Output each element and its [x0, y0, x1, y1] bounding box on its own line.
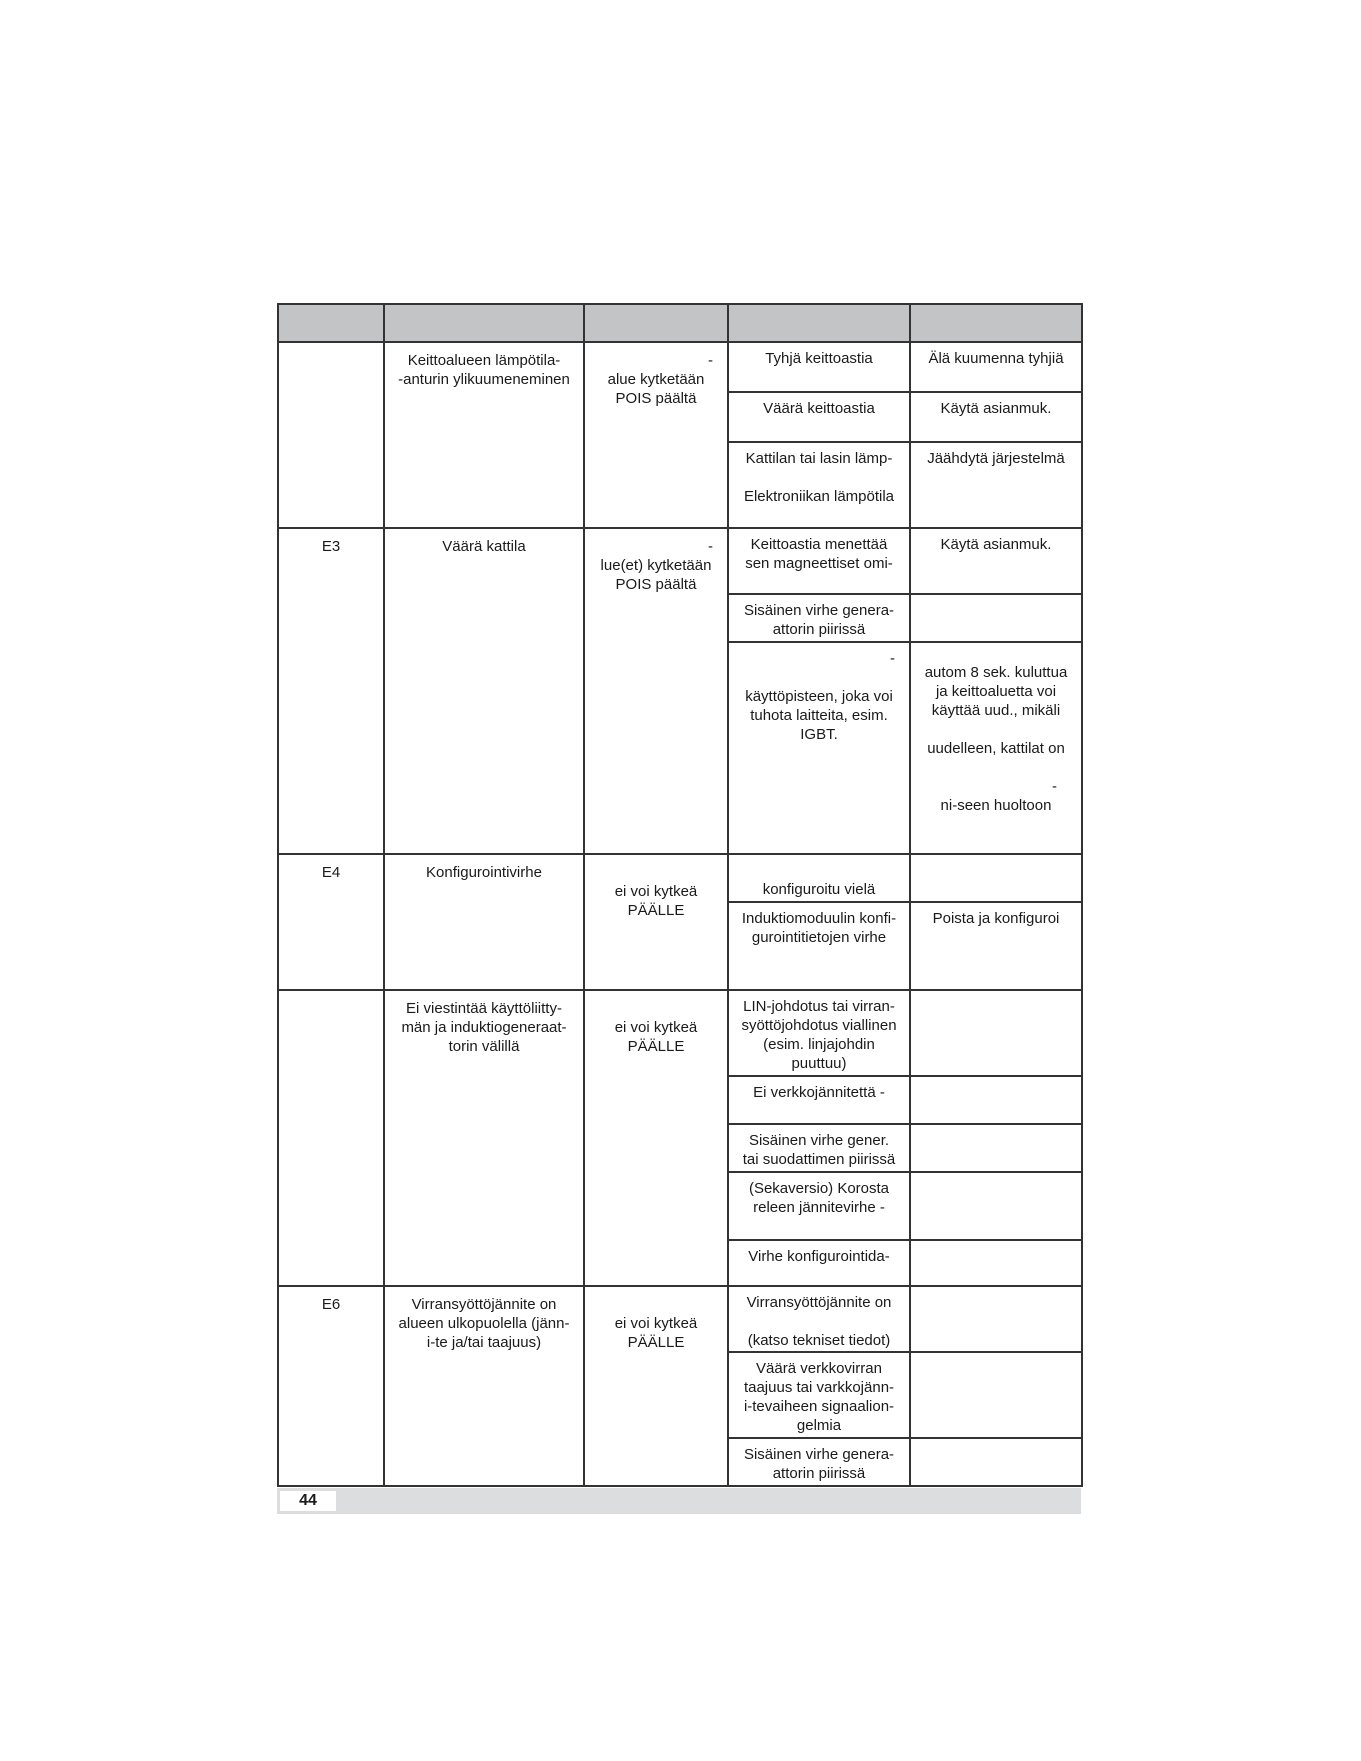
error-cause: konfiguroitu vielä	[762, 881, 876, 898]
error-remedy	[911, 1171, 1081, 1239]
error-cause: Väärä keittoastia	[729, 391, 909, 441]
page-number: 44	[280, 1491, 336, 1511]
error-effect: ei voi kytkeä PÄÄLLE	[614, 1315, 698, 1351]
error-cause: (Sekaversio) Korosta releen jännitevirhe -	[729, 1171, 909, 1239]
error-cause: Sisäinen virhe genera- attorin piirissä	[729, 1437, 909, 1485]
table-row	[278, 342, 1082, 528]
table-row	[278, 1286, 1082, 1486]
error-remedy	[911, 855, 1081, 901]
error-code	[279, 991, 383, 999]
error-remedy	[911, 1351, 1081, 1437]
error-description: Konfigurointivirhe	[426, 864, 542, 881]
error-cause: Tyhjä keittoastia	[765, 350, 873, 367]
error-remedy	[911, 1287, 1081, 1351]
error-code: E6	[321, 1296, 341, 1313]
error-cause: Virransyöttöjännite on (katso tekniset tiedot)	[746, 1294, 892, 1349]
error-description: Ei viestintää käyttöliitty- män ja induktiogeneraat- torin välillä	[401, 1000, 567, 1055]
error-cause: Kattilan tai lasin lämp- Elektroniikan lämpötila	[729, 441, 909, 527]
error-remedy: autom 8 sek. kuluttua ja keittoaluetta voi käyttää uud., mikäli uudelleen, kattilat on - ni-seen huoltoon	[911, 641, 1081, 853]
error-remedy	[911, 1239, 1081, 1285]
error-effect: - lue(et) kytketään POIS päältä	[600, 538, 713, 593]
error-cause: Induktiomoduulin konfi- gurointitietojen virhe	[729, 901, 909, 989]
error-remedy	[911, 1437, 1081, 1485]
error-cause: Keittoastia menettää sen magneettiset omi-	[745, 536, 893, 572]
header-effect	[584, 304, 728, 342]
error-remedy: Poista ja konfiguroi	[911, 901, 1081, 989]
error-cause: - käyttöpisteen, joka voi tuhota laitteita, esim. IGBT.	[729, 641, 909, 839]
table-row	[278, 528, 1082, 854]
error-description: Virransyöttöjännite on alueen ulkopuolella (jänn- i-te ja/tai taajuus)	[398, 1296, 570, 1351]
footer-bar	[277, 1488, 1081, 1514]
error-code	[279, 343, 383, 351]
error-description: Väärä kattila	[442, 538, 526, 555]
error-code: E3	[321, 538, 341, 555]
header-remedy	[910, 304, 1082, 342]
error-code: E4	[321, 864, 341, 881]
error-cause: Sisäinen virhe gener. tai suodattimen piirissä	[729, 1123, 909, 1171]
error-cause: Väärä verkkovirran taajuus tai varkkojänn- i-tevaiheen signaalion- gelmia	[729, 1351, 909, 1437]
error-remedy: Jäähdytä järjestelmä	[911, 441, 1081, 527]
error-code-table	[277, 303, 1083, 1487]
error-cause: Sisäinen virhe genera- attorin piirissä	[729, 593, 909, 641]
error-remedy	[911, 593, 1081, 641]
error-cause: LIN-johdotus tai virran- syöttöjohdotus viallinen (esim. linjajohdin puuttuu)	[741, 998, 897, 1072]
header-code	[278, 304, 384, 342]
table-row	[278, 854, 1082, 990]
error-remedy	[911, 1075, 1081, 1123]
error-description: Keittoalueen lämpötila- -anturin ylikuumeneminen	[398, 352, 570, 388]
error-remedy: Älä kuumenna tyhjiä	[928, 350, 1064, 367]
error-cause: Ei verkkojännitettä -	[729, 1075, 909, 1123]
table-header-row	[278, 304, 1082, 342]
error-effect: ei voi kytkeä PÄÄLLE	[614, 883, 698, 919]
error-cause: Virhe konfigurointida-	[729, 1239, 909, 1285]
error-remedy: Käytä asianmuk.	[940, 536, 1052, 553]
header-description	[384, 304, 584, 342]
error-effect: - alue kytketään POIS päältä	[607, 352, 713, 407]
error-remedy: Käytä asianmuk.	[911, 391, 1081, 441]
error-effect: ei voi kytkeä PÄÄLLE	[614, 1019, 698, 1055]
error-remedy	[911, 991, 1081, 1075]
error-remedy	[911, 1123, 1081, 1171]
header-cause	[728, 304, 910, 342]
table-row	[278, 990, 1082, 1286]
